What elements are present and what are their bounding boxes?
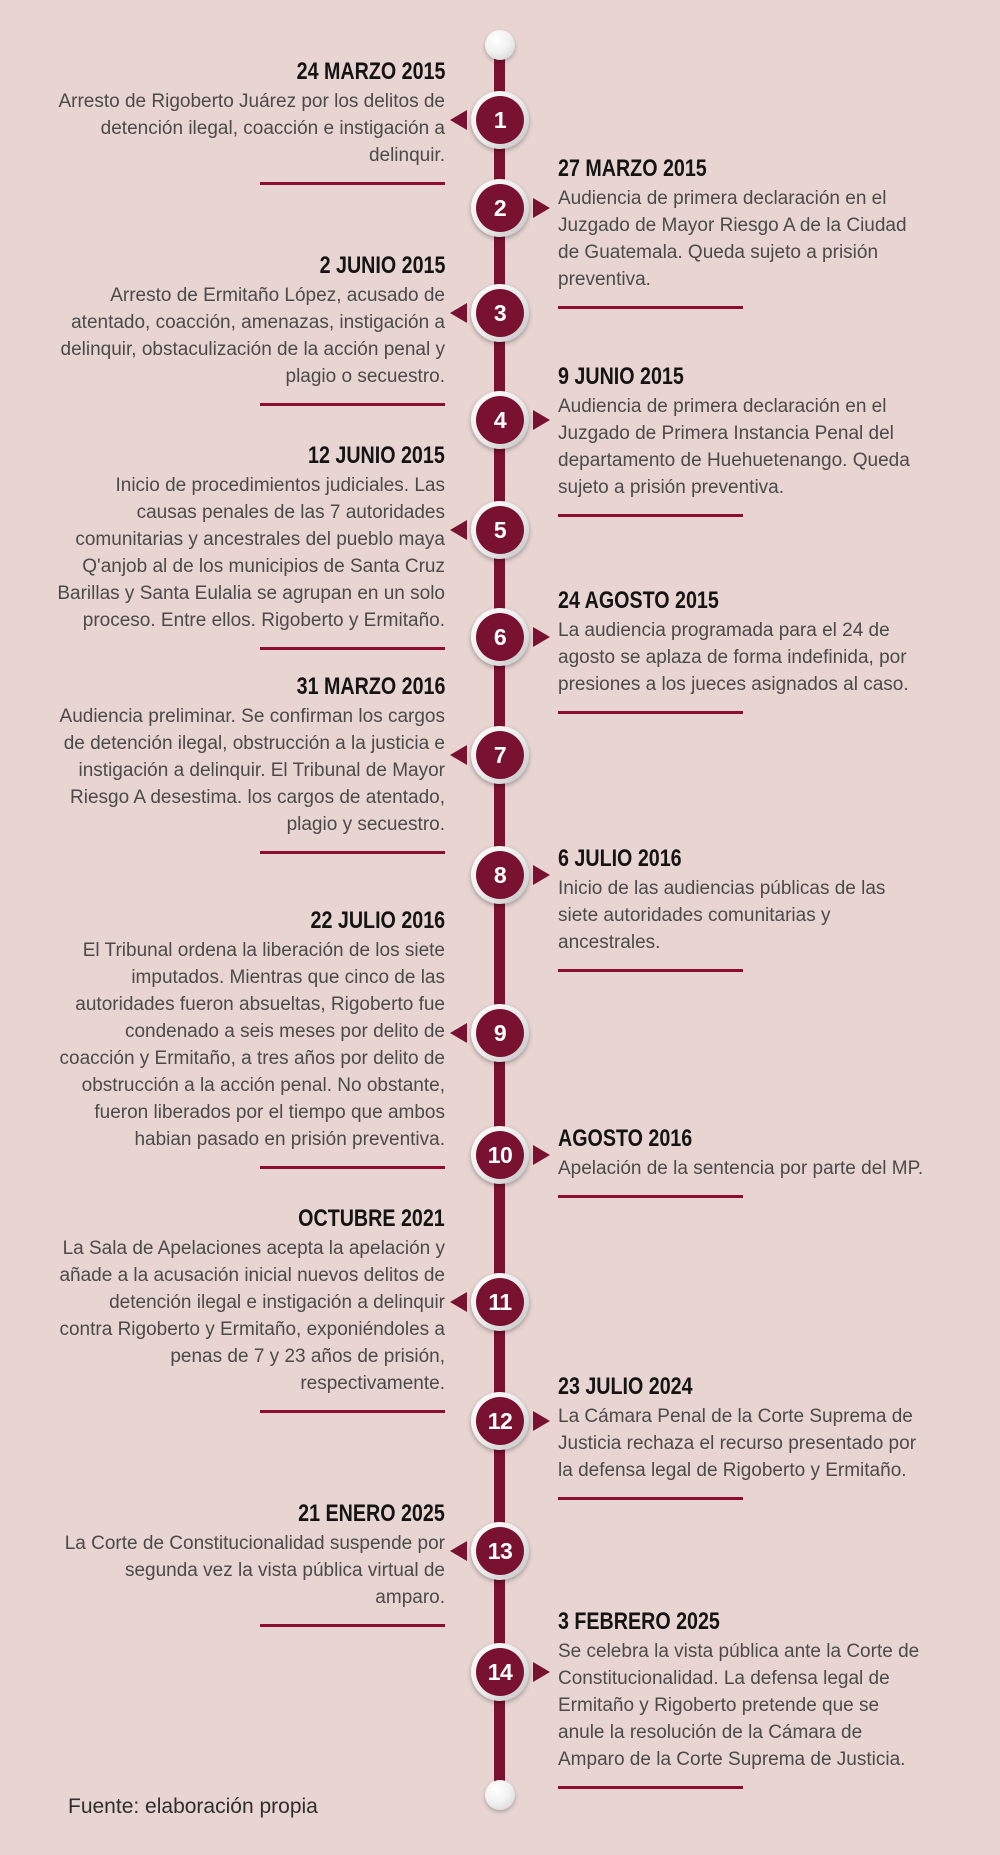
- arrow-left-icon: [450, 110, 467, 130]
- timeline-event: [558, 587, 930, 714]
- timeline-event: [55, 1500, 445, 1627]
- event-description: La Sala de Apelaciones acepta la apelación y añade a la acusación inicial nuevos delitos de detención ilegal e instigación a delinquir contra Rigoberto y Ermitaño, exponiéndoles a penas de 7 y 23 años de prisión, respectivamente.: [59, 1238, 445, 1394]
- event-description: Audiencia de primera declaración en el Juzgado de Mayor Riesgo A de la Ciudad de Guatemala. Queda sujeto a prisión preventiva.: [558, 188, 907, 290]
- timeline-event: [558, 1125, 930, 1198]
- event-number-badge: [471, 846, 529, 904]
- arrow-right-icon: [533, 198, 550, 218]
- event-date: AGOSTO 2016: [558, 1125, 693, 1152]
- event-description: La Cámara Penal de la Corte Suprema de Justicia rechaza el recurso presentado por la defensa legal de Rigoberto y Ermitaño.: [558, 1406, 917, 1481]
- event-description: El Tribunal ordena la liberación de los siete imputados. Mientras que cinco de las autoridades fueron absueltas, Rigoberto fue condenado a seis meses por delito de coacción y Ermitaño, a tres años por delito de obstrucción a la acción penal. No obstante, fueron liberados por el tiempo que ambos habian pasado en prisión preventiva.: [59, 940, 445, 1150]
- event-description: Arresto de Ermitaño López, acusado de atentado, coacción, amenazas, instigación a delinquir, obstaculización de la acción penal y plagio o secuestro.: [60, 285, 445, 387]
- arrow-right-icon: [533, 1145, 550, 1165]
- event-number: 2: [476, 184, 524, 232]
- event-number-badge: [471, 1392, 529, 1450]
- event-number-badge: [471, 1643, 529, 1701]
- event-underline: [260, 647, 445, 650]
- event-number-badge: [471, 608, 529, 666]
- timeline-event: [558, 363, 930, 517]
- timeline-event: [55, 252, 445, 406]
- event-number-badge: [471, 391, 529, 449]
- event-number: 3: [476, 289, 524, 337]
- timeline-event: [558, 1608, 930, 1789]
- event-date: 3 FEBRERO 2025: [558, 1608, 720, 1635]
- event-date: 21 ENERO 2025: [298, 1500, 445, 1527]
- timeline-event: [55, 58, 445, 185]
- arrow-left-icon: [450, 303, 467, 323]
- event-date: 12 JUNIO 2015: [308, 442, 445, 469]
- event-number: 1: [476, 96, 524, 144]
- arrow-left-icon: [450, 520, 467, 540]
- event-date: 24 AGOSTO 2015: [558, 587, 719, 614]
- event-date: OCTUBRE 2021: [298, 1205, 445, 1232]
- arrow-left-icon: [450, 1541, 467, 1561]
- event-number: 6: [476, 613, 524, 661]
- event-number: 13: [476, 1527, 524, 1575]
- event-number-badge: [471, 1522, 529, 1580]
- event-underline: [260, 182, 445, 185]
- event-underline: [558, 969, 743, 972]
- event-underline: [260, 851, 445, 854]
- event-number-badge: [471, 91, 529, 149]
- arrow-right-icon: [533, 1411, 550, 1431]
- event-description: Inicio de las audiencias públicas de las siete autoridades comunitarias y ancestrales.: [558, 878, 886, 953]
- timeline-event: [558, 155, 930, 309]
- event-date: 6 JULIO 2016: [558, 845, 682, 872]
- event-number-badge: [471, 1273, 529, 1331]
- event-number-badge: [471, 179, 529, 237]
- event-description: Audiencia preliminar. Se confirman los cargos de detención ilegal, obstrucción a la justicia e instigación a delinquir. El Tribunal de Mayor Riesgo A desestima. los cargos de atentado, plagio y secuestro.: [59, 706, 445, 835]
- event-underline: [558, 514, 743, 517]
- event-number: 14: [476, 1648, 524, 1696]
- event-date: 22 JULIO 2016: [310, 907, 445, 934]
- event-underline: [558, 1786, 743, 1789]
- arrow-left-icon: [450, 1023, 467, 1043]
- arrow-left-icon: [450, 745, 467, 765]
- event-underline: [558, 1195, 743, 1198]
- event-number: 10: [476, 1131, 524, 1179]
- arrow-right-icon: [533, 1662, 550, 1682]
- timeline-end-dot: [485, 1780, 515, 1810]
- event-underline: [260, 1410, 445, 1413]
- event-number: 9: [476, 1009, 524, 1057]
- timeline-event: [55, 673, 445, 854]
- event-description: La audiencia programada para el 24 de agosto se aplaza de forma indefinida, por presiones a los jueces asignados al caso.: [558, 620, 909, 695]
- event-description: La Corte de Constitucionalidad suspende por segunda vez la vista pública virtual de amparo.: [64, 1533, 445, 1608]
- event-underline: [260, 1166, 445, 1169]
- event-number-badge: [471, 1004, 529, 1062]
- event-date: 24 MARZO 2015: [296, 58, 445, 85]
- event-date: 31 MARZO 2016: [296, 673, 445, 700]
- event-date: 2 JUNIO 2015: [319, 252, 445, 279]
- event-number: 7: [476, 731, 524, 779]
- arrow-right-icon: [533, 865, 550, 885]
- event-number-badge: [471, 726, 529, 784]
- timeline-event: [55, 442, 445, 650]
- event-description: Audiencia de primera declaración en el Juzgado de Primera Instancia Penal del departamento de Huehuetenango. Queda sujeto a prisión preventiva.: [558, 396, 910, 498]
- event-number: 11: [476, 1278, 524, 1326]
- source-note: Fuente: elaboración propia: [68, 1795, 318, 1818]
- event-number-badge: [471, 501, 529, 559]
- event-underline: [558, 711, 743, 714]
- timeline-event: [55, 907, 445, 1169]
- event-date: 23 JULIO 2024: [558, 1373, 693, 1400]
- timeline-event: [558, 845, 930, 972]
- event-description: Inicio de procedimientos judiciales. Las causas penales de las 7 autoridades comunitarias y ancestrales del pueblo maya Q'anjob al de los municipios de Santa Cruz Barillas y Santa Eulalia se agrupan en un solo proceso. Entre ellos. Rigoberto y Ermitaño.: [57, 475, 445, 631]
- event-number: 8: [476, 851, 524, 899]
- event-date: 27 MARZO 2015: [558, 155, 707, 182]
- event-underline: [558, 1497, 743, 1500]
- event-description: Se celebra la vista pública ante la Corte de Constitucionalidad. La defensa legal de Ermitaño y Rigoberto pretende que se anule la resolución de la Cámara de Amparo de la Corte Suprema de Justicia.: [558, 1641, 920, 1770]
- timeline-start-dot: [485, 30, 515, 60]
- event-number: 5: [476, 506, 524, 554]
- event-number-badge: [471, 284, 529, 342]
- arrow-right-icon: [533, 627, 550, 647]
- event-number: 12: [476, 1397, 524, 1445]
- arrow-right-icon: [533, 410, 550, 430]
- event-underline: [260, 1624, 445, 1627]
- event-description: Apelación de la sentencia por parte del MP.: [558, 1158, 924, 1179]
- arrow-left-icon: [450, 1292, 467, 1312]
- event-underline: [558, 306, 743, 309]
- event-underline: [260, 403, 445, 406]
- event-number-badge: [471, 1126, 529, 1184]
- event-date: 9 JUNIO 2015: [558, 363, 684, 390]
- timeline-event: [558, 1373, 930, 1500]
- event-number: 4: [476, 396, 524, 444]
- event-description: Arresto de Rigoberto Juárez por los delitos de detención ilegal, coacción e instigación a delinquir.: [58, 91, 445, 166]
- timeline-event: [55, 1205, 445, 1413]
